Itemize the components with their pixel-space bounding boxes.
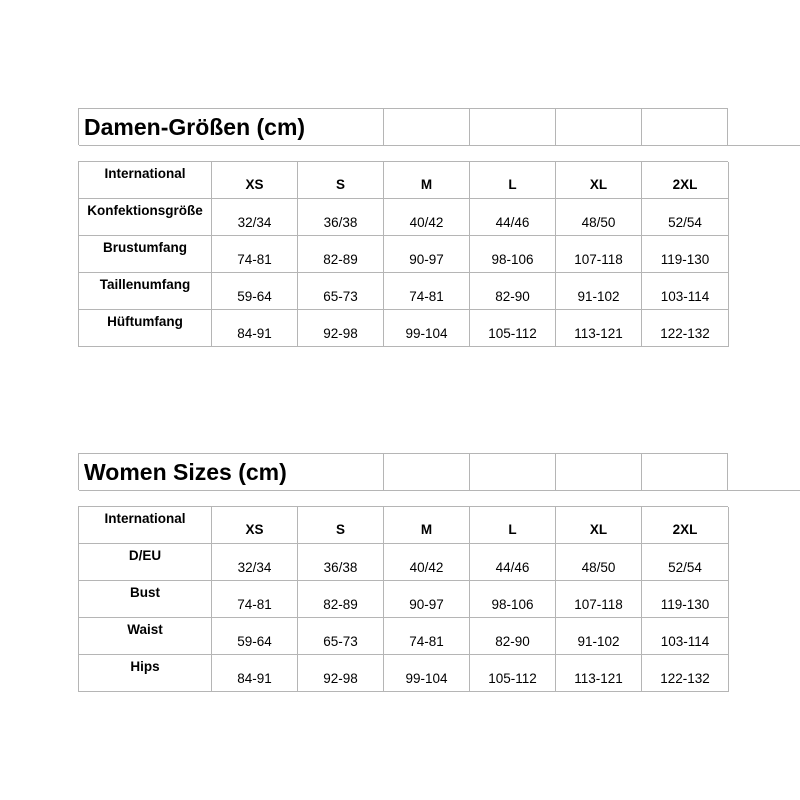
table-cell: 82-89 [298,581,384,618]
title-row [78,108,728,145]
table-cell: 36/38 [298,544,384,581]
empty-cell [728,454,800,491]
row-label-bust: Bust [79,581,212,618]
empty-cell [384,454,470,491]
table-cell: 74-81 [384,273,470,310]
table-cell: 74-81 [384,618,470,655]
table-cell: 107-118 [556,581,642,618]
size-table [78,506,728,692]
size-header-2xl: 2XL [642,507,729,544]
header-label: International [79,162,212,199]
empty-cell [728,109,800,146]
table-cell: 103-114 [642,273,729,310]
table-cell: 52/54 [642,199,729,236]
size-header-m: M [384,162,470,199]
table-cell: 40/42 [384,199,470,236]
table-cell: 74-81 [212,581,298,618]
title-row [78,453,728,490]
table-cell: 122-132 [642,310,729,347]
size-header-xl: XL [556,507,642,544]
size-header-l: L [470,162,556,199]
row-label-taillenumfang: Taillenumfang [79,273,212,310]
empty-cell [556,454,642,491]
table-cell: 36/38 [298,199,384,236]
table-cell: 98-106 [470,581,556,618]
chart-title: Women Sizes (cm) [79,454,384,491]
table-cell: 99-104 [384,655,470,692]
row-label-konfektionsgroesse: Konfektionsgröße [79,199,212,236]
table-cell: 32/34 [212,544,298,581]
table-cell: 59-64 [212,618,298,655]
table-cell: 113-121 [556,310,642,347]
empty-cell [470,109,556,146]
size-header-s: S [298,162,384,199]
table-cell: 48/50 [556,199,642,236]
table-cell: 74-81 [212,236,298,273]
table-cell: 32/34 [212,199,298,236]
empty-cell [470,454,556,491]
table-cell: 92-98 [298,310,384,347]
row-label-hips: Hips [79,655,212,692]
table-cell: 105-112 [470,310,556,347]
table-cell: 48/50 [556,544,642,581]
size-header-xs: XS [212,162,298,199]
table-cell: 119-130 [642,581,729,618]
table-cell: 65-73 [298,618,384,655]
size-header-s: S [298,507,384,544]
table-cell: 92-98 [298,655,384,692]
table-cell: 119-130 [642,236,729,273]
row-label-hueftumfang: Hüftumfang [79,310,212,347]
table-cell: 91-102 [556,273,642,310]
table-cell: 82-90 [470,273,556,310]
row-label-waist: Waist [79,618,212,655]
table-cell: 90-97 [384,236,470,273]
size-chart-english [78,453,728,692]
table-cell: 44/46 [470,199,556,236]
table-cell: 52/54 [642,544,729,581]
size-header-xs: XS [212,507,298,544]
chart-title: Damen-Größen (cm) [79,109,384,146]
empty-cell [642,109,728,146]
table-cell: 91-102 [556,618,642,655]
row-label-brustumfang: Brustumfang [79,236,212,273]
table-cell: 59-64 [212,273,298,310]
table-cell: 82-89 [298,236,384,273]
header-label: International [79,507,212,544]
empty-cell [384,109,470,146]
empty-cell [642,454,728,491]
table-cell: 44/46 [470,544,556,581]
size-table [78,161,728,347]
table-cell: 113-121 [556,655,642,692]
size-header-l: L [470,507,556,544]
table-cell: 65-73 [298,273,384,310]
table-cell: 90-97 [384,581,470,618]
table-cell: 105-112 [470,655,556,692]
empty-cell [556,109,642,146]
size-chart-german [78,108,728,347]
table-cell: 107-118 [556,236,642,273]
table-cell: 84-91 [212,310,298,347]
table-cell: 82-90 [470,618,556,655]
table-cell: 98-106 [470,236,556,273]
table-cell: 40/42 [384,544,470,581]
size-header-xl: XL [556,162,642,199]
size-header-m: M [384,507,470,544]
size-header-2xl: 2XL [642,162,729,199]
table-cell: 84-91 [212,655,298,692]
row-label-deu: D/EU [79,544,212,581]
table-cell: 99-104 [384,310,470,347]
table-cell: 103-114 [642,618,729,655]
table-cell: 122-132 [642,655,729,692]
